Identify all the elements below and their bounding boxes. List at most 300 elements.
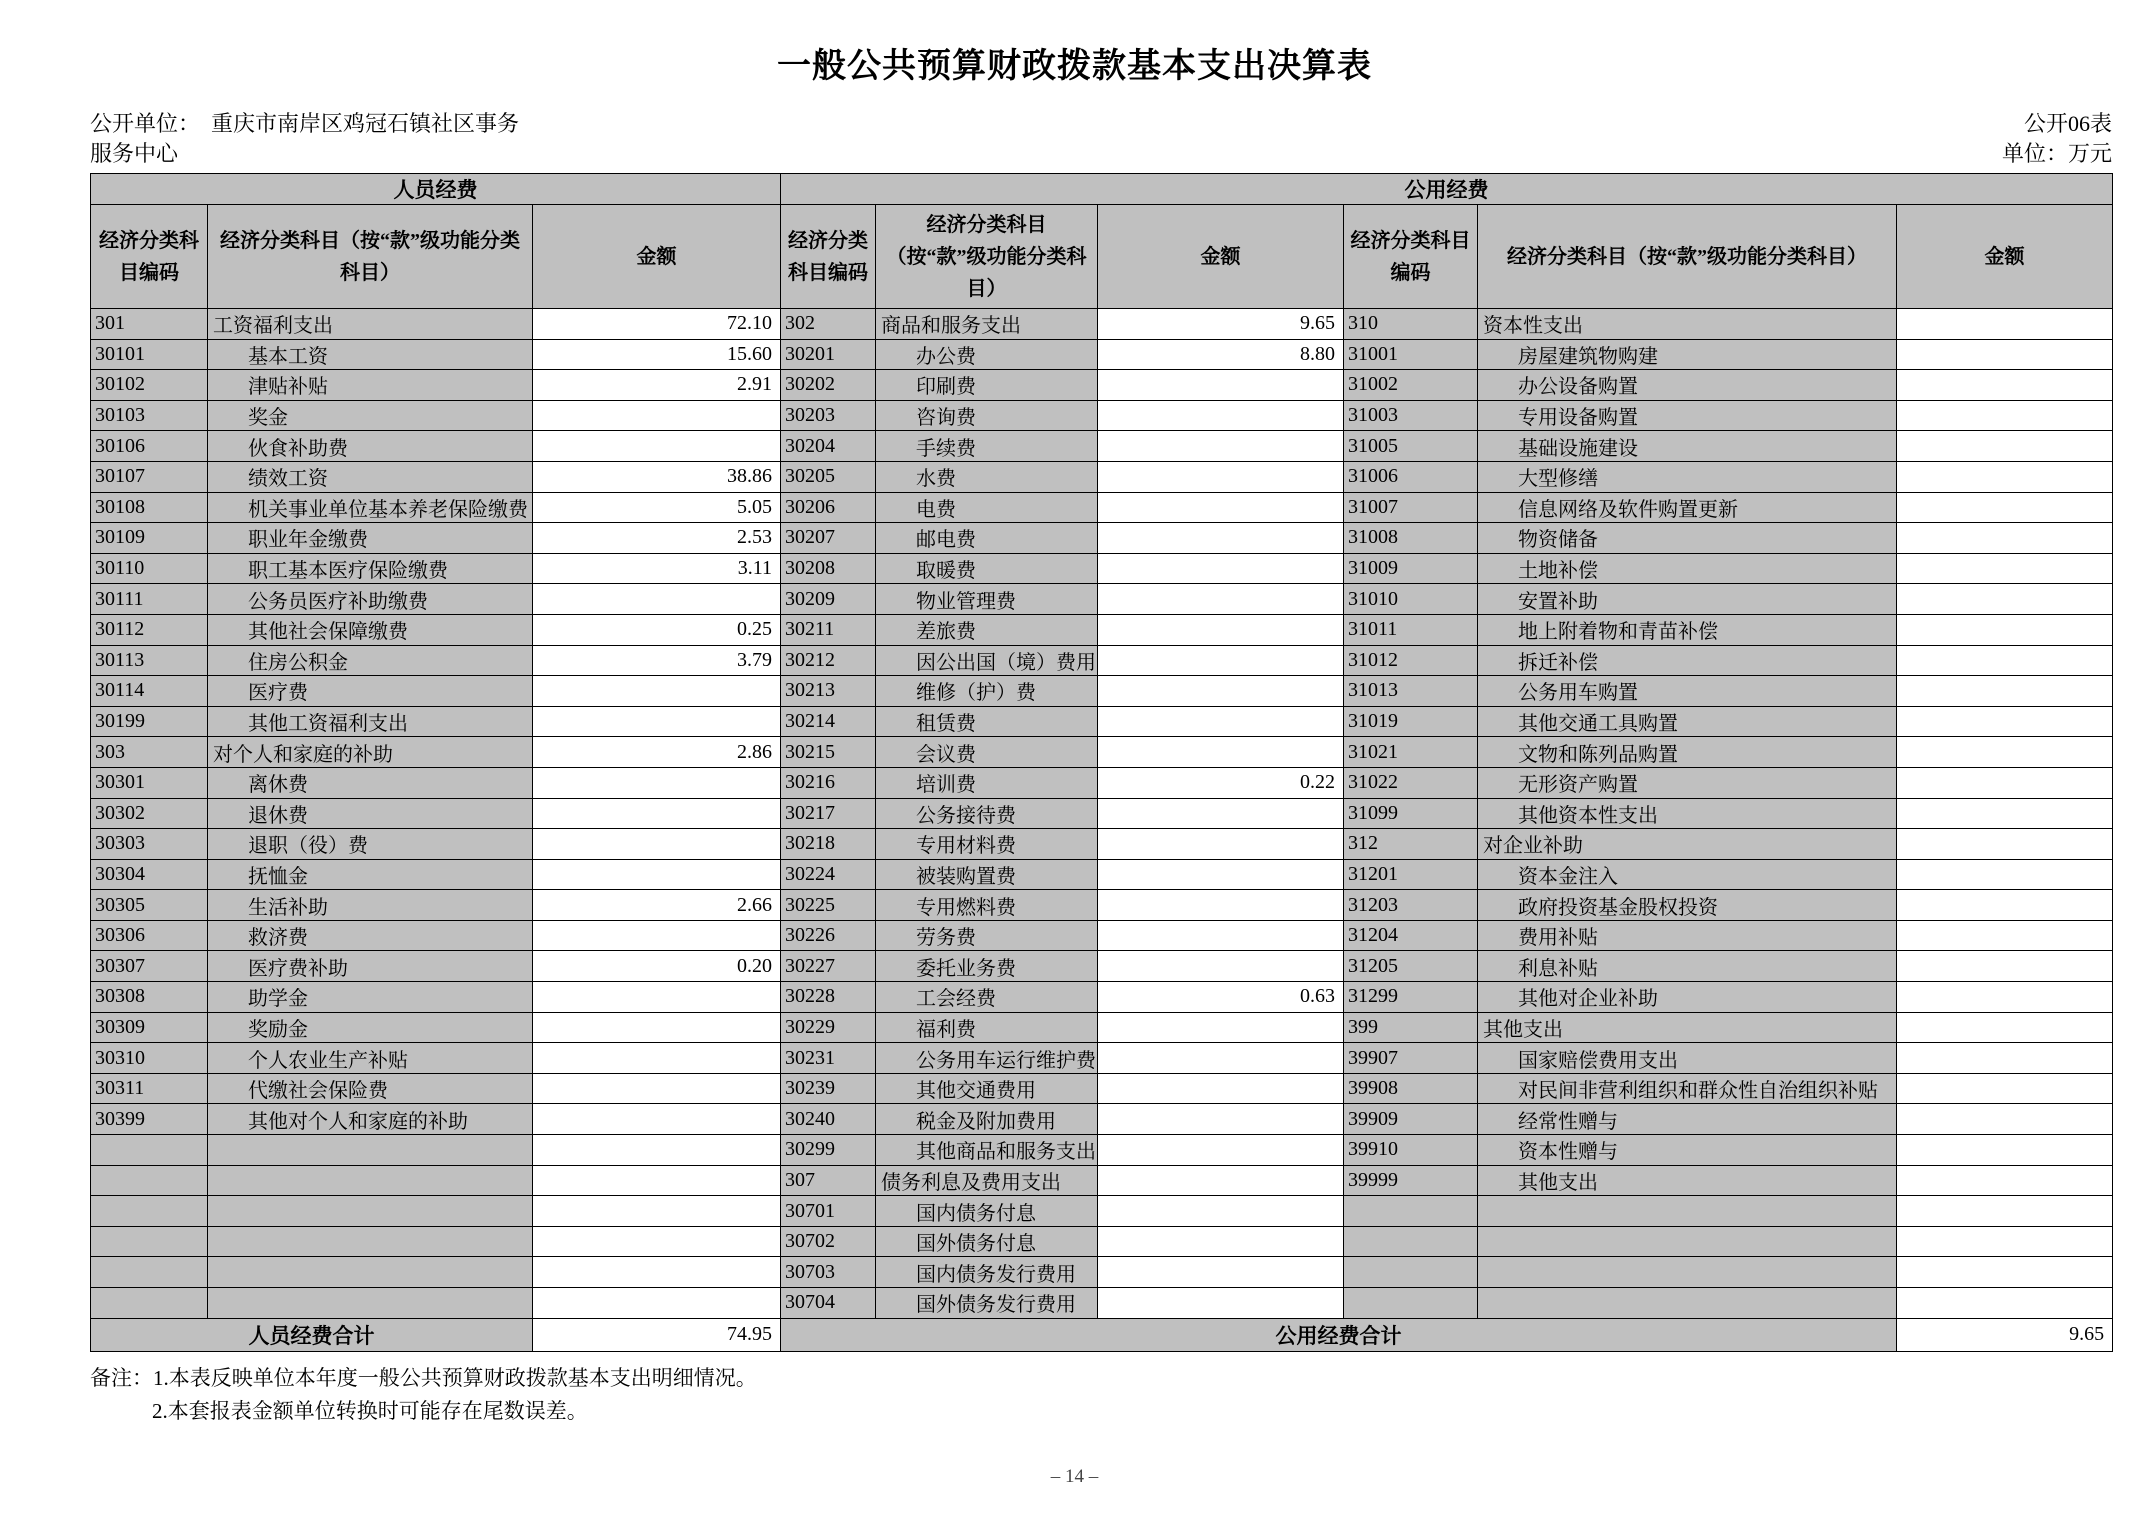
code-cell: 30202 [781,370,876,401]
subject-cell: 税金及附加费用 [876,1104,1098,1135]
amount-cell [1897,798,2113,829]
amount-cell [1897,614,2113,645]
col-header-amount-3: 金额 [1897,205,2113,309]
subject-cell: 办公费 [876,339,1098,370]
amount-cell [1098,1012,1344,1043]
code-cell: 30214 [781,706,876,737]
code-cell: 30218 [781,829,876,860]
amount-cell [533,584,781,615]
table-row [91,1196,2113,1227]
subject-cell: 其他交通工具购置 [1478,706,1897,737]
code-cell: 30103 [91,400,208,431]
subject-cell: 专用设备购置 [1478,400,1897,431]
note-line-2: 2.本套报表金额单位转换时可能存在尾数误差。 [152,1398,588,1423]
subject-cell: 其他商品和服务支出 [876,1135,1098,1166]
amount-cell [1897,431,2113,462]
subject-cell: 国内债务发行费用 [876,1257,1098,1288]
code-cell [91,1196,208,1227]
code-cell: 30215 [781,737,876,768]
code-cell: 399 [1344,1012,1478,1043]
subject-cell: 资本性支出 [1478,309,1897,340]
amount-cell [1897,767,2113,798]
subject-cell: 抚恤金 [208,859,533,890]
subject-cell: 土地补偿 [1478,553,1897,584]
amount-cell: 72.10 [533,309,781,340]
col-header-amount-1: 金额 [533,205,781,309]
amount-cell [1098,737,1344,768]
table-row [91,370,2113,401]
code-cell: 30107 [91,461,208,492]
code-cell: 39908 [1344,1073,1478,1104]
table-row [91,767,2113,798]
code-cell: 30306 [91,920,208,951]
amount-cell [533,1165,781,1196]
subject-cell: 其他支出 [1478,1165,1897,1196]
subject-cell: 专用燃料费 [876,890,1098,921]
amount-cell [1897,982,2113,1013]
code-cell: 30303 [91,829,208,860]
subject-cell: 国内债务付息 [876,1196,1098,1227]
amount-cell [1897,951,2113,982]
table-row [91,339,2113,370]
amount-cell [1897,1257,2113,1288]
subject-cell: 其他工资福利支出 [208,706,533,737]
subject-cell: 水费 [876,461,1098,492]
code-cell: 30206 [781,492,876,523]
code-cell: 31204 [1344,920,1478,951]
table-row [91,676,2113,707]
table-row [91,829,2113,860]
amount-cell [1897,1012,2113,1043]
amount-cell [1897,1165,2113,1196]
subject-cell: 国外债务付息 [876,1226,1098,1257]
table-row [91,645,2113,676]
amount-cell [1897,370,2113,401]
code-cell: 30205 [781,461,876,492]
subject-cell [1478,1196,1897,1227]
subject-cell: 国家赔偿费用支出 [1478,1043,1897,1074]
table-body [91,309,2113,1319]
amount-cell [1897,676,2113,707]
amount-cell [533,1135,781,1166]
amount-cell [1897,1073,2113,1104]
amount-cell: 2.66 [533,890,781,921]
subject-cell: 津贴补贴 [208,370,533,401]
subject-cell: 退职（役）费 [208,829,533,860]
amount-cell [1098,1043,1344,1074]
table-row [91,461,2113,492]
code-cell: 30702 [781,1226,876,1257]
table-row [91,1165,2113,1196]
amount-cell [533,1226,781,1257]
code-cell [91,1288,208,1319]
amount-cell [1098,400,1344,431]
code-cell: 30216 [781,767,876,798]
subject-cell: 因公出国（境）费用 [876,645,1098,676]
code-cell: 312 [1344,829,1478,860]
amount-cell: 38.86 [533,461,781,492]
subject-cell [208,1288,533,1319]
code-cell: 30240 [781,1104,876,1135]
subject-cell [1478,1226,1897,1257]
code-cell: 302 [781,309,876,340]
table-row [91,1104,2113,1135]
amount-cell [1897,584,2113,615]
subject-cell: 无形资产购置 [1478,767,1897,798]
subject-cell: 经常性赠与 [1478,1104,1897,1135]
subject-cell: 医疗费 [208,676,533,707]
subject-cell: 离休费 [208,767,533,798]
amount-cell [1098,859,1344,890]
code-cell: 30212 [781,645,876,676]
code-cell: 30114 [91,676,208,707]
amount-cell [1098,614,1344,645]
table-row [91,706,2113,737]
subject-cell: 福利费 [876,1012,1098,1043]
amount-cell [533,676,781,707]
code-cell: 30231 [781,1043,876,1074]
amount-cell: 2.86 [533,737,781,768]
column-header-row [91,205,2113,309]
public-total-label: 公用经费合计 [781,1318,1897,1351]
code-cell: 30308 [91,982,208,1013]
subject-cell [208,1257,533,1288]
subject-cell: 培训费 [876,767,1098,798]
amount-cell [1897,829,2113,860]
subject-cell: 奖励金 [208,1012,533,1043]
page-number: – 14 – [1050,1466,1099,1487]
code-cell: 30311 [91,1073,208,1104]
amount-cell [1098,431,1344,462]
col-header-code-2: 经济分类科目编码 [781,205,876,309]
table-row [91,1043,2113,1074]
table-row [91,737,2113,768]
code-cell: 39909 [1344,1104,1478,1135]
code-cell: 31010 [1344,584,1478,615]
amount-cell [533,706,781,737]
amount-cell: 8.80 [1098,339,1344,370]
amount-cell [533,1012,781,1043]
amount-cell [1897,492,2113,523]
subject-cell: 工资福利支出 [208,309,533,340]
amount-cell [1098,798,1344,829]
subject-cell: 委托业务费 [876,951,1098,982]
amount-cell [533,400,781,431]
amount-cell [1098,553,1344,584]
table-row [91,1257,2113,1288]
table-row [91,859,2113,890]
subject-cell: 利息补贴 [1478,951,1897,982]
subject-cell: 其他交通费用 [876,1073,1098,1104]
amount-cell [1098,1135,1344,1166]
code-cell: 30239 [781,1073,876,1104]
table-row [91,890,2113,921]
code-cell: 31002 [1344,370,1478,401]
amount-cell [533,1104,781,1135]
code-cell: 30307 [91,951,208,982]
table-row [91,798,2113,829]
meta-row [90,109,2112,169]
amount-cell [1098,1196,1344,1227]
subject-cell: 对企业补助 [1478,829,1897,860]
amount-cell [1897,1104,2113,1135]
amount-cell [1897,737,2113,768]
code-cell: 31006 [1344,461,1478,492]
subject-cell: 邮电费 [876,523,1098,554]
subject-cell: 职工基本医疗保险缴费 [208,553,533,584]
personnel-total-label: 人员经费合计 [91,1318,533,1351]
amount-cell [1098,890,1344,921]
subject-cell: 劳务费 [876,920,1098,951]
table-row [91,920,2113,951]
code-cell: 30310 [91,1043,208,1074]
amount-cell [1098,1257,1344,1288]
col-header-code-1: 经济分类科目编码 [91,205,208,309]
public-total-amount: 9.65 [1897,1318,2113,1351]
amount-cell: 0.22 [1098,767,1344,798]
subject-cell: 拆迁补偿 [1478,645,1897,676]
code-cell: 31005 [1344,431,1478,462]
code-cell: 30208 [781,553,876,584]
subject-cell: 国外债务发行费用 [876,1288,1098,1319]
subject-cell: 奖金 [208,400,533,431]
amount-cell [1098,523,1344,554]
publishing-unit [90,109,519,169]
amount-cell: 9.65 [1098,309,1344,340]
code-cell: 30101 [91,339,208,370]
amount-cell [1098,951,1344,982]
code-cell: 31205 [1344,951,1478,982]
code-cell [91,1257,208,1288]
subject-cell: 大型修缮 [1478,461,1897,492]
subject-cell: 生活补助 [208,890,533,921]
amount-cell [1098,920,1344,951]
amount-cell [1897,309,2113,340]
subject-cell: 职业年金缴费 [208,523,533,554]
subject-cell: 电费 [876,492,1098,523]
code-cell: 30109 [91,523,208,554]
code-cell: 30110 [91,553,208,584]
subject-cell: 房屋建筑物购建 [1478,339,1897,370]
code-cell: 31203 [1344,890,1478,921]
code-cell [91,1135,208,1166]
code-cell: 31007 [1344,492,1478,523]
code-cell [1344,1226,1478,1257]
amount-cell [1098,1226,1344,1257]
subject-cell: 绩效工资 [208,461,533,492]
subject-cell: 手续费 [876,431,1098,462]
code-cell: 30203 [781,400,876,431]
subject-cell: 公务员医疗补助缴费 [208,584,533,615]
code-cell: 31022 [1344,767,1478,798]
code-cell [1344,1288,1478,1319]
amount-cell [1897,859,2113,890]
subject-cell: 咨询费 [876,400,1098,431]
table-row [91,492,2113,523]
code-cell: 30217 [781,798,876,829]
code-cell: 30302 [91,798,208,829]
code-cell: 31008 [1344,523,1478,554]
table-row [91,1135,2113,1166]
amount-cell [533,920,781,951]
subject-cell: 公务接待费 [876,798,1098,829]
code-cell: 39999 [1344,1165,1478,1196]
subject-cell [208,1135,533,1166]
col-header-subject-3: 经济分类科目（按“款”级功能分类科目） [1478,205,1897,309]
table-row [91,431,2113,462]
code-cell: 30229 [781,1012,876,1043]
subject-cell: 住房公积金 [208,645,533,676]
subject-cell [208,1226,533,1257]
subject-cell: 资本金注入 [1478,859,1897,890]
amount-cell [533,829,781,860]
code-cell [91,1226,208,1257]
code-cell: 30224 [781,859,876,890]
subject-cell: 其他社会保障缴费 [208,614,533,645]
subject-cell: 办公设备购置 [1478,370,1897,401]
subject-cell: 债务利息及费用支出 [876,1165,1098,1196]
group-header-row [91,174,2113,205]
table-row [91,1288,2113,1319]
subject-cell: 伙食补助费 [208,431,533,462]
code-cell: 39907 [1344,1043,1478,1074]
subject-cell: 取暖费 [876,553,1098,584]
amount-cell [1897,339,2113,370]
amount-cell [533,1073,781,1104]
code-cell: 30207 [781,523,876,554]
table-row [91,951,2113,982]
amount-cell [1897,1226,2113,1257]
code-cell: 30304 [91,859,208,890]
code-cell: 31021 [1344,737,1478,768]
subject-cell: 差旅费 [876,614,1098,645]
amount-cell: 2.91 [533,370,781,401]
notes-block [90,1362,2112,1428]
subject-cell: 对个人和家庭的补助 [208,737,533,768]
amount-cell [533,798,781,829]
code-cell: 30112 [91,614,208,645]
subject-cell: 资本性赠与 [1478,1135,1897,1166]
code-cell: 30226 [781,920,876,951]
subject-cell: 机关事业单位基本养老保险缴费 [208,492,533,523]
amount-cell [1897,1043,2113,1074]
subject-cell [208,1196,533,1227]
subject-cell: 物资储备 [1478,523,1897,554]
amount-cell [1897,553,2113,584]
code-cell: 31011 [1344,614,1478,645]
note-line-1: 备注：1.本表反映单位本年度一般公共预算财政拨款基本支出明细情况。 [90,1365,757,1390]
code-cell: 31012 [1344,645,1478,676]
subject-cell: 安置补助 [1478,584,1897,615]
amount-cell [1098,1288,1344,1319]
code-cell: 30209 [781,584,876,615]
code-cell: 30704 [781,1288,876,1319]
amount-cell [1897,1196,2113,1227]
subject-cell: 其他对个人和家庭的补助 [208,1104,533,1135]
table-number: 公开06表 [2023,111,2112,136]
subject-cell: 会议费 [876,737,1098,768]
amount-cell: 3.79 [533,645,781,676]
amount-cell [533,431,781,462]
amount-cell [1897,706,2113,737]
subject-cell: 个人农业生产补贴 [208,1043,533,1074]
col-header-amount-2: 金额 [1098,205,1344,309]
publishing-unit-line1: 公开单位： 重庆市南岸区鸡冠石镇社区事务 [90,111,520,136]
amount-cell [1897,1135,2113,1166]
code-cell: 310 [1344,309,1478,340]
subject-cell: 对民间非营利组织和群众性自治组织补贴 [1478,1073,1897,1104]
amount-cell: 0.20 [533,951,781,982]
amount-cell [1897,400,2113,431]
amount-cell [1098,1073,1344,1104]
publishing-unit-line2: 服务中心 [90,141,179,166]
code-cell: 303 [91,737,208,768]
table-row [91,614,2113,645]
amount-cell [533,1257,781,1288]
amount-cell [533,982,781,1013]
subject-cell: 维修（护）费 [876,676,1098,707]
amount-cell [533,767,781,798]
subject-cell: 被装购置费 [876,859,1098,890]
subject-cell: 工会经费 [876,982,1098,1013]
code-cell: 30113 [91,645,208,676]
table-meta [2002,109,2112,169]
amount-cell [1897,461,2113,492]
code-cell: 30703 [781,1257,876,1288]
code-cell: 30111 [91,584,208,615]
amount-cell: 0.25 [533,614,781,645]
subject-cell: 基础设施建设 [1478,431,1897,462]
amount-cell [533,1043,781,1074]
subject-cell: 文物和陈列品购置 [1478,737,1897,768]
code-cell: 30227 [781,951,876,982]
table-row [91,1073,2113,1104]
subject-cell: 其他资本性支出 [1478,798,1897,829]
subject-cell: 其他支出 [1478,1012,1897,1043]
code-cell: 31001 [1344,339,1478,370]
subject-cell: 物业管理费 [876,584,1098,615]
subject-cell: 信息网络及软件购置更新 [1478,492,1897,523]
amount-cell: 3.11 [533,553,781,584]
amount-cell [1098,492,1344,523]
amount-cell [1897,523,2113,554]
table-row [91,1012,2113,1043]
page-title: 一般公共预算财政拨款基本支出决算表 [777,48,1372,85]
group-header-personnel: 人员经费 [91,174,781,205]
amount-cell: 5.05 [533,492,781,523]
totals-row [91,1318,2113,1351]
amount-cell: 0.63 [1098,982,1344,1013]
code-cell: 30301 [91,767,208,798]
code-cell [91,1165,208,1196]
code-cell: 30102 [91,370,208,401]
subject-cell: 公务用车购置 [1478,676,1897,707]
code-cell: 30201 [781,339,876,370]
table-row [91,982,2113,1013]
code-cell: 31009 [1344,553,1478,584]
table-row [91,553,2113,584]
amount-cell [1098,1165,1344,1196]
code-cell: 31013 [1344,676,1478,707]
code-cell: 30309 [91,1012,208,1043]
table-row [91,1226,2113,1257]
subject-cell: 商品和服务支出 [876,309,1098,340]
subject-cell: 基本工资 [208,339,533,370]
subject-cell: 其他对企业补助 [1478,982,1897,1013]
amount-cell [1098,370,1344,401]
subject-cell [1478,1288,1897,1319]
expenditure-table [90,173,2113,1352]
